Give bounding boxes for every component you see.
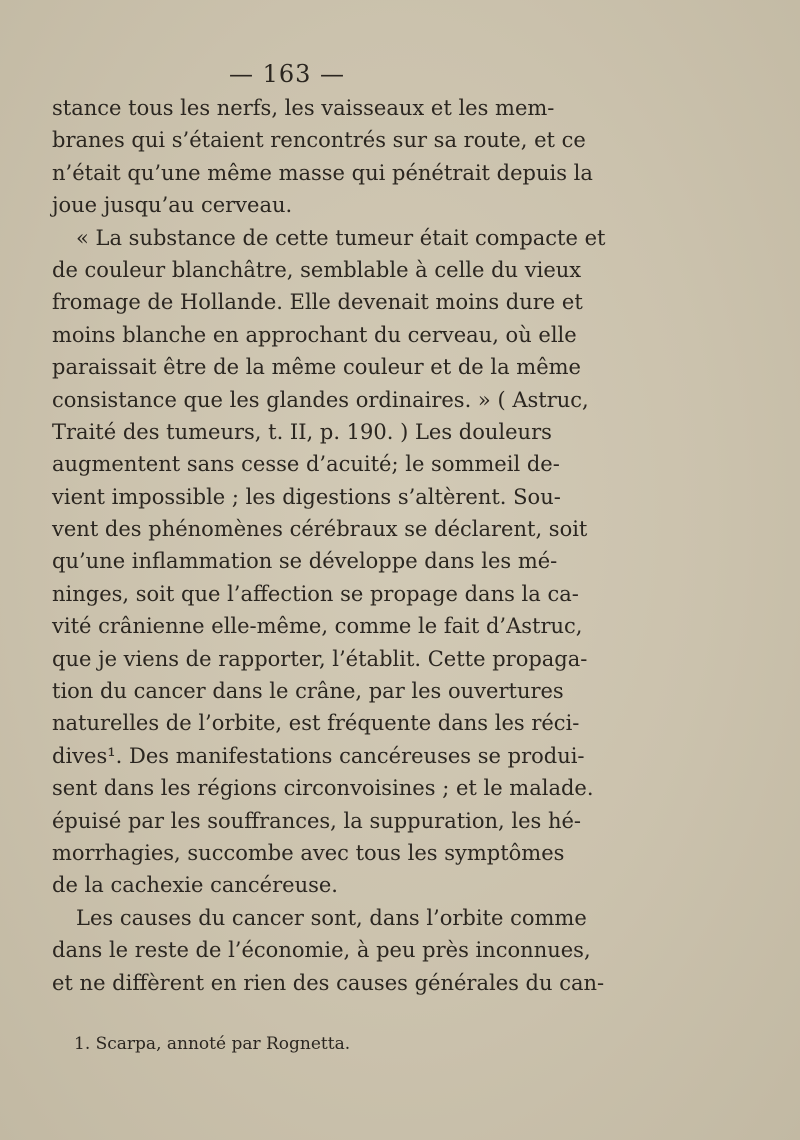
text-line: branes qui s’étaient rencontrés sur sa route, et ce	[52, 128, 586, 153]
text-line: Les causes du cancer sont, dans l’orbite comme	[76, 905, 587, 930]
text-line: et ne diffèrent en rien des causes générales du can-	[52, 970, 605, 995]
text-line: vité crânienne elle-même, comme le fait d’Astruc,	[52, 614, 583, 639]
text-line: augmentent sans cesse d’acuité; le sommeil de-	[52, 452, 560, 477]
text-line: ninges, soit que l’affection se propage dans la ca-	[52, 581, 579, 606]
text-line: Traité des tumeurs, t. II, p. 190. ) Les douleurs	[52, 419, 552, 444]
text-line: joue jusqu’au cerveau.	[52, 193, 293, 218]
footnote: 1. Scarpa, annoté par Rognetta.	[74, 1034, 351, 1054]
text-line: fromage de Hollande. Elle devenait moins dure et	[52, 290, 583, 315]
text-line: sent dans les régions circonvoisines ; et le malade.	[52, 776, 594, 801]
text-line: paraissait être de la même couleur et de la même	[52, 355, 581, 380]
text-line: dives¹. Des manifestations cancéreuses se produi-	[52, 743, 585, 768]
text-line: morrhagies, succombe avec tous les symptômes	[52, 840, 565, 865]
page-number: — 163 —	[228, 60, 346, 88]
text-line: stance tous les nerfs, les vaisseaux et les mem-	[52, 96, 555, 120]
text-line: qu’une inflammation se développe dans les mé-	[52, 549, 558, 574]
text-line: moins blanche en approchant du cerveau, où elle	[52, 322, 577, 347]
text-line: consistance que les glandes ordinaires. » ( Astruc,	[52, 387, 589, 412]
text-line: de couleur blanchâtre, semblable à celle du vieux	[52, 257, 582, 282]
text-line: n’était qu’une même masse qui pénétrait depuis la	[52, 160, 593, 185]
text-line: vent des phénomènes cérébraux se déclarent, soit	[52, 517, 588, 542]
text-line: tion du cancer dans le crâne, par les ouvertures	[52, 679, 564, 704]
text-line: naturelles de l’orbite, est fréquente dans les réci-	[52, 711, 580, 736]
text-line: vient impossible ; les digestions s’altèrent. Sou-	[52, 484, 561, 509]
text-line: « La substance de cette tumeur était compacte et	[76, 225, 606, 250]
text-line: dans le reste de l’économie, à peu près inconnues,	[52, 938, 591, 963]
body-text	[52, 92, 606, 999]
text-line: épuisé par les souffrances, la suppuration, les hé-	[52, 808, 582, 833]
text-line: de la cachexie cancéreuse.	[52, 873, 338, 898]
text-line: que je viens de rapporter, l’établit. Cette propaga-	[52, 646, 588, 671]
